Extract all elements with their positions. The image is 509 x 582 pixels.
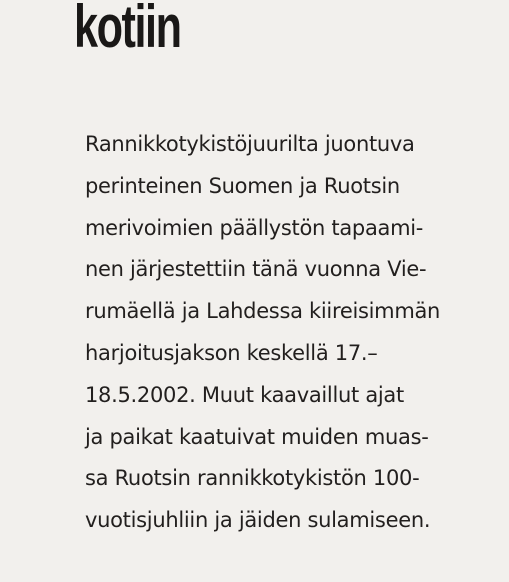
paragraph-line: 18.5.2002. Muut kaavaillut ajat [85, 382, 404, 407]
paragraph-line: rumäellä ja Lahdessa kiireisimmän [85, 299, 441, 324]
paragraph-line: vuotisjuhliin ja jäiden sulamiseen. [85, 508, 431, 533]
paragraph-line: Rannikkotykistöjuurilta juontuva [85, 132, 415, 156]
paragraph-line: merivoimien päällystön tapaami- [85, 215, 424, 240]
paragraph-line: perinteinen Suomen ja Ruotsin [85, 173, 400, 198]
page-heading: kotiin [74, 0, 181, 60]
paragraph-line: harjoitusjakson keskellä 17.– [85, 340, 378, 365]
paragraph-line: ja paikat kaatuivat muiden muas- [85, 424, 429, 449]
article-paragraph [85, 124, 485, 542]
paragraph-line: sa Ruotsin rannikkotykistön 100- [85, 466, 420, 491]
paragraph-line: nen järjestettiin tänä vuonna Vie- [85, 257, 427, 282]
